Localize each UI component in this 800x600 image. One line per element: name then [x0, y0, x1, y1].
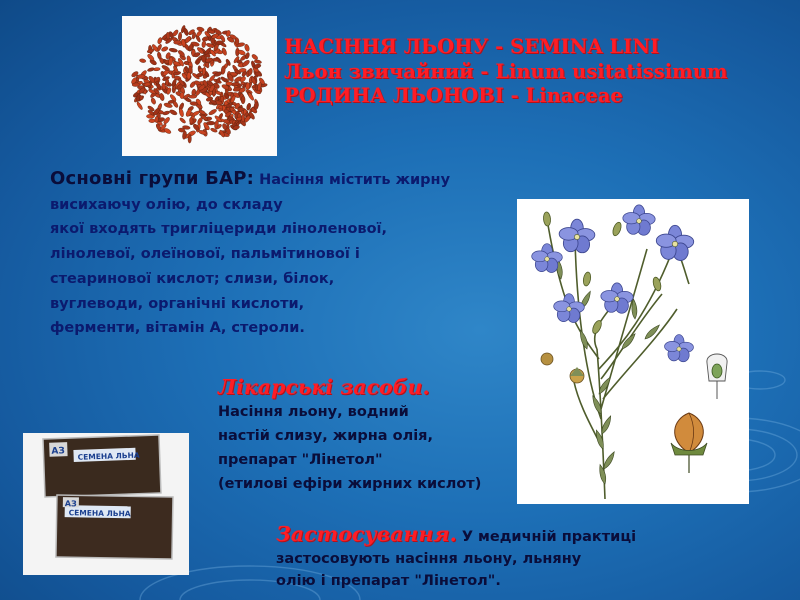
- flax-seed: [241, 96, 245, 104]
- groups-line: ферменти, вітамін А, стероли.: [50, 320, 305, 337]
- flax-seed: [150, 97, 156, 105]
- flax-seed: [137, 74, 146, 78]
- flax-seed: [161, 46, 169, 52]
- flax-seed: [221, 47, 227, 56]
- flax-seed: [147, 48, 155, 53]
- title-line-family: РОДИНА ЛЬОНОВІ - Linaceae: [284, 84, 623, 107]
- groups-line: якої входять тригліцериди ліноленової,: [50, 221, 388, 238]
- flax-seed: [235, 37, 240, 45]
- flax-seed: [213, 58, 220, 62]
- remedies-line: Насіння льону, водний: [218, 404, 409, 420]
- flax-seed: [201, 40, 206, 47]
- flax-seed: [245, 52, 250, 59]
- bioactive-groups-text: [50, 167, 560, 341]
- package-brand: АЗ: [64, 499, 77, 509]
- flax-seed: [251, 53, 259, 60]
- remedies-line: настій слизу, жирна олія,: [218, 428, 433, 444]
- flax-plant-illustration: [517, 199, 749, 504]
- remedies-line: (етилові ефіри жирних кислот): [218, 476, 482, 492]
- flax-seed: [244, 44, 250, 52]
- remedies-heading: Лікарські засоби.: [218, 375, 430, 399]
- flax-seed: [254, 59, 262, 64]
- flax-seed: [179, 117, 186, 124]
- title-line-species: Льон звичайний - Linum usitatissimum: [284, 59, 728, 83]
- flax-seed: [163, 127, 171, 134]
- usage-line: олію і препарат "Лінетол".: [276, 573, 501, 589]
- flax-seed: [172, 100, 179, 108]
- usage-block: [276, 523, 796, 592]
- remedies-line: препарат "Лінетол": [218, 452, 383, 468]
- flax-seed: [147, 67, 155, 72]
- flax-seed: [136, 101, 143, 110]
- flax-seed: [169, 109, 178, 116]
- title-block: [284, 35, 794, 109]
- groups-line: стеаринової кислот; слизи, білок,: [50, 270, 335, 287]
- flax-seed: [254, 102, 259, 111]
- flax-seed: [247, 68, 253, 76]
- groups-line: лінолевої, олеїнової, пальмітинової і: [50, 246, 360, 263]
- flax-seed: [149, 119, 156, 123]
- flax-seed: [208, 108, 217, 116]
- remedies-block: [218, 374, 538, 496]
- package-label: СЕМЕНА ЛЬНА: [68, 508, 131, 519]
- flax-seed: [132, 83, 140, 87]
- flax-seed: [178, 32, 182, 41]
- package-label: СЕМЕНА ЛЬНА: [77, 450, 140, 462]
- usage-heading: Застосування.: [276, 522, 457, 546]
- package-brand: АЗ: [51, 446, 65, 457]
- usage-line: застосовують насіння льону, льняну: [276, 551, 582, 567]
- title-line-latin-name: НАСІННЯ ЛЬОНУ - SEMINA LINI: [284, 35, 660, 58]
- groups-line: висихаючу олію, до складу: [50, 196, 283, 213]
- usage-first-line: [276, 523, 796, 548]
- flax-seed: [139, 58, 146, 63]
- flax-seed: [188, 135, 192, 143]
- flax-seeds-photo: [122, 16, 277, 156]
- packaged-seeds-photo: [23, 433, 189, 575]
- flax-seed: [178, 108, 184, 117]
- flax-seed: [183, 28, 189, 37]
- flax-seed: [166, 32, 170, 39]
- groups-line: Насіння містить жирну: [259, 172, 451, 188]
- flax-seed: [180, 92, 185, 99]
- groups-line: вуглеводи, органічні кислоти,: [50, 295, 305, 312]
- flax-seed: [169, 48, 178, 53]
- flax-seed: [157, 52, 162, 60]
- groups-first-line: [50, 167, 560, 193]
- flax-seed: [242, 114, 245, 122]
- groups-heading: Основні групи БАР:: [50, 168, 255, 189]
- usage-line: У медичній практиці: [461, 529, 637, 545]
- flax-seed: [159, 93, 165, 101]
- flax-seed: [221, 66, 226, 75]
- flax-seed: [196, 26, 204, 32]
- flax-seed: [189, 95, 197, 99]
